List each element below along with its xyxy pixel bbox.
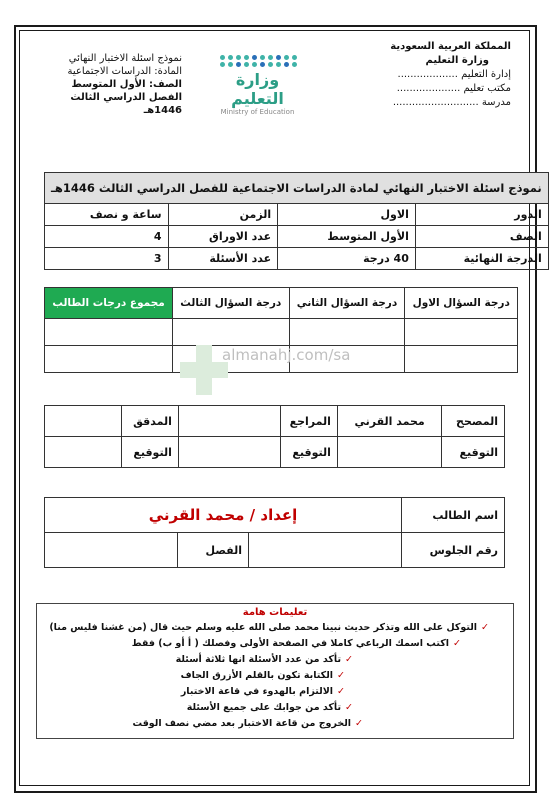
info-value: 3 — [45, 248, 169, 270]
review-table — [44, 405, 505, 468]
info-value: 40 درجة — [278, 248, 416, 270]
header-line: وزارة التعليم — [425, 55, 489, 66]
grade-cell[interactable] — [45, 346, 173, 373]
reviewer-label: المراجع — [281, 406, 338, 437]
grade-cell[interactable] — [173, 319, 289, 346]
reviewer-name[interactable] — [178, 406, 280, 437]
checkmark-icon: ✓ — [345, 702, 353, 713]
logo-text-ar: وزارة التعليم — [231, 70, 284, 108]
table-row — [45, 226, 549, 248]
student-table — [44, 497, 505, 568]
checkmark-icon: ✓ — [337, 686, 345, 697]
grade-header-q1: درجة السؤال الاول — [405, 288, 518, 319]
checkmark-icon: ✓ — [345, 654, 353, 665]
exam-info-table — [44, 172, 549, 270]
info-value: 4 — [45, 226, 169, 248]
grade-header-total: مجموع درجات الطالب — [45, 288, 173, 319]
instruction-item: ✓تأكد من عدد الأسئلة انها ثلاثة أسئلة — [175, 654, 353, 665]
corrector-name: محمد القرني — [337, 406, 441, 437]
table-row — [45, 406, 505, 437]
header-line: المادة: الدراسات الاجتماعية — [67, 66, 182, 77]
class-field[interactable] — [45, 533, 178, 568]
table-row — [45, 437, 505, 468]
instructions-box — [36, 603, 514, 739]
info-value: الاول — [278, 204, 416, 226]
class-label: الفصل — [178, 533, 249, 568]
grade-cell[interactable] — [289, 319, 405, 346]
seat-number-field[interactable] — [249, 533, 402, 568]
checkmark-icon: ✓ — [453, 638, 461, 649]
header-line: نموذج اسئلة الاختبار النهائي — [68, 53, 182, 64]
header-line: مكتب تعليم .................... — [396, 83, 511, 94]
instruction-item: ✓الالتزام بالهدوء في قاعة الاختبار — [180, 686, 345, 697]
grade-header-q2: درجة السؤال الثاني — [289, 288, 405, 319]
signature-label: التوقيع — [442, 437, 505, 468]
signature-field[interactable] — [178, 437, 280, 468]
header-line: 1446هـ — [143, 105, 182, 116]
checker-label: المدقق — [122, 406, 179, 437]
info-label: الدرجة النهائية — [415, 248, 548, 270]
instruction-item: ✓التوكل على الله وتذكر حديث نبينا محمد صلى الله عليه وسلم حيث قال (من غشنا فليس منا) — [49, 622, 489, 633]
header-line: المملكة العربية السعودية — [390, 41, 511, 52]
info-label: الدور — [415, 204, 548, 226]
header-exam-block — [52, 52, 182, 117]
header-line: مدرسة ........................... — [392, 97, 511, 108]
checkmark-icon: ✓ — [355, 718, 363, 729]
grade-cell[interactable] — [405, 346, 518, 373]
instructions-title: تعليمات هامة — [242, 607, 308, 618]
instruction-item: ✓تأكد من جوابك على جميع الأسئلة — [186, 702, 353, 713]
info-value: الأول المتوسط — [278, 226, 416, 248]
checker-name[interactable] — [45, 406, 122, 437]
table-row — [45, 319, 518, 346]
watermark: almanahj.com/sa — [222, 346, 351, 364]
header-line: الصف: الأول المتوسط — [71, 79, 182, 90]
table-row — [45, 204, 549, 226]
info-label: الزمن — [168, 204, 278, 226]
table-row — [45, 533, 505, 568]
checkmark-icon: ✓ — [337, 670, 345, 681]
info-label: عدد الأسئلة — [168, 248, 278, 270]
info-label: الصف — [415, 226, 548, 248]
student-name-label: اسم الطالب — [402, 498, 505, 533]
prepared-by: إعداد / محمد القرني — [45, 498, 402, 533]
exam-title: نموذج اسئلة الاختبار النهائي لمادة الدراسات الاجتماعية للفصل الدراسي الثالث 1446هـ — [45, 173, 549, 204]
header-ministry-block — [341, 40, 511, 110]
watermark-cross-icon — [180, 345, 228, 395]
header-line: إدارة التعليم ................... — [397, 69, 511, 80]
grade-cell[interactable] — [405, 319, 518, 346]
signature-field[interactable] — [45, 437, 122, 468]
logo-dots-icon — [210, 55, 305, 67]
table-row — [45, 498, 505, 533]
signature-field[interactable] — [337, 437, 441, 468]
checkmark-icon: ✓ — [481, 622, 489, 633]
grade-header-q3: درجة السؤال الثالث — [173, 288, 289, 319]
instruction-item: ✓اكتب اسمك الرباعي كاملا في الصفحة الأولى وفصلك ( أ أو ب) فقط — [131, 638, 461, 649]
table-row — [45, 248, 549, 270]
instruction-item: ✓الخروج من قاعة الاختبار بعد مضي نصف الوقت — [132, 718, 363, 729]
corrector-label: المصحح — [442, 406, 505, 437]
header-line: الفصل الدراسي الثالث — [70, 92, 182, 103]
info-value: ساعة و نصف — [45, 204, 169, 226]
info-label: عدد الاوراق — [168, 226, 278, 248]
signature-label: التوقيع — [281, 437, 338, 468]
signature-label: التوقيع — [122, 437, 179, 468]
instruction-item: ✓الكتابة تكون بالقلم الأزرق الجاف — [180, 670, 345, 681]
seat-number-label: رقم الجلوس — [402, 533, 505, 568]
grade-cell[interactable] — [45, 319, 173, 346]
ministry-logo — [210, 55, 305, 117]
logo-text-en: Ministry of Education — [220, 108, 295, 116]
